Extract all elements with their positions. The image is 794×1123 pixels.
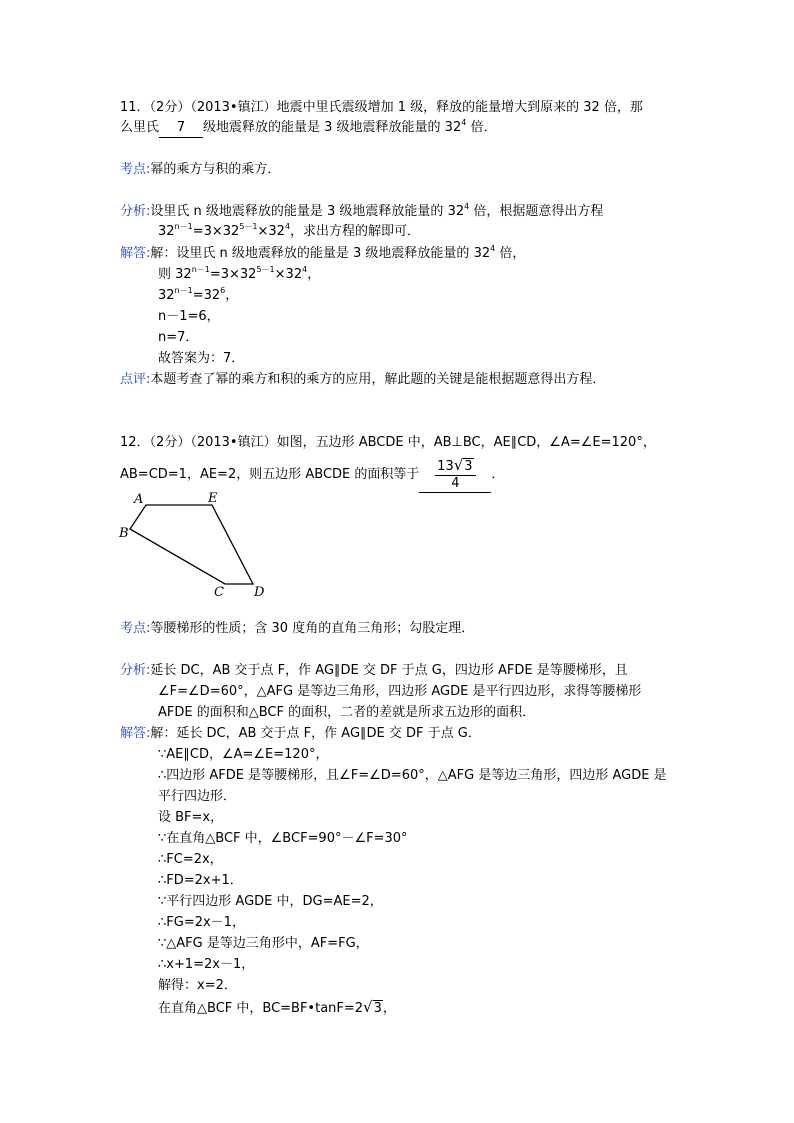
formula: ×32 <box>257 224 285 239</box>
exponent: n－1 <box>174 286 193 295</box>
exponent: 5－1 <box>256 265 275 274</box>
q12-stem-end: ． <box>491 467 505 482</box>
pentagon-figure <box>112 490 272 602</box>
formula: ，求出方程的解即可． <box>290 224 421 239</box>
vertex-label-D: D <box>254 585 265 600</box>
jieda-text: 倍， <box>495 246 526 261</box>
exponent: n－1 <box>191 265 210 274</box>
formula: 则 32 <box>158 267 192 282</box>
q12-fenxi-line3: AFDE 的面积和△BCF 的面积，二者的差就是所求五边形的面积． <box>158 705 536 720</box>
q12-fenxi-line2: ∠F=∠D=60°，△AFG 是等边三角形，四边形 AGDE 是平行四边形，求得等腰梯形 <box>158 684 642 699</box>
exponent: 4 <box>464 202 470 211</box>
fenxi-label: 分析: <box>120 663 151 678</box>
q11-answer-blank: 7 <box>159 119 203 138</box>
formula: ， <box>225 288 239 303</box>
q11-jieda-line6: 故答案为：7． <box>158 351 245 366</box>
vertex-label-B: B <box>119 526 129 541</box>
fenxi-label: 分析: <box>120 204 151 219</box>
dianping-label: 点评: <box>120 372 151 387</box>
q11-stem-line1: 11．（2分）（2013•镇江）地震中里氏震级增加 1 级，释放的能量增大到原来的 32 倍，那 <box>120 100 643 115</box>
exponent: 4 <box>302 265 308 274</box>
jieda-text: 解：设里氏 n 级地震释放的能量是 3 级地震释放能量的 32 <box>150 246 491 261</box>
q11-jieda-line5: n=7． <box>158 330 199 345</box>
vertex-label-C: C <box>214 585 224 600</box>
dianping-text: 本题考查了幂的乘方和积的乘方的应用，解此题的关键是能根据题意得出方程． <box>150 372 606 387</box>
q12-jieda-line10: ∴FG=2x－1， <box>158 915 245 930</box>
q12-stem-line2 <box>120 456 504 494</box>
radicand: 3 <box>373 1001 382 1016</box>
q12-jieda-line1 <box>120 725 481 743</box>
jieda-text: 在直角△BCF 中，BC=BF•tanF=2 <box>158 1001 364 1016</box>
q11-stem-line2 <box>120 119 496 138</box>
sqrt: √3 <box>363 998 382 1016</box>
q12-fenxi-line1 <box>120 662 628 680</box>
q11-kaodian <box>120 161 280 179</box>
kaodian-label: 考点: <box>120 162 151 177</box>
jieda-text: 解：延长 DC，AB 交于点 F，作 AG∥DE 交 DF 于点 G． <box>150 726 481 741</box>
q11-stem-text2: 级地震释放的能量是 3 级地震释放能量的 32 <box>203 120 462 135</box>
q12-kaodian <box>120 620 474 638</box>
formula: =3×32 <box>209 267 257 282</box>
fenxi-text: 延长 DC，AB 交于点 F，作 AG∥DE 交 DF 于点 G，四边形 AFDE 是等腰梯形，且 <box>150 663 628 678</box>
pentagon-ABCDE <box>130 505 253 584</box>
exponent: 4 <box>490 244 496 253</box>
jieda-label: 解答: <box>120 246 151 261</box>
formula: ×32 <box>274 267 303 282</box>
q12-jieda-line9: ∵平行四边形 AGDE 中，DG=AE=2， <box>158 894 383 909</box>
formula: =3×32 <box>192 224 240 239</box>
q11-dianping <box>120 371 605 389</box>
q11-fenxi-line1 <box>120 203 603 221</box>
q12-jieda-line7: ∴FC=2x， <box>158 852 223 867</box>
q11-jieda-line3 <box>158 287 238 305</box>
kaodian-text: 等腰梯形的性质；含 30 度角的直角三角形；勾股定理． <box>150 621 475 636</box>
sqrt: √3 <box>453 456 473 474</box>
q11-exponent: 4 <box>461 118 467 127</box>
jieda-text: ， <box>382 1001 396 1016</box>
fraction-numerator <box>435 457 475 476</box>
q12-jieda-line8: ∴FD=2x+1． <box>158 873 243 888</box>
q12-jieda-line4: 平行四边形． <box>158 789 237 804</box>
radicand: 3 <box>464 459 473 474</box>
kaodian-label: 考点: <box>120 621 151 636</box>
formula: ， <box>307 267 321 282</box>
exponent: 6 <box>220 286 226 295</box>
q12-jieda-line6: ∵在直角△BCF 中，∠BCF=90°－∠F=30° <box>158 831 408 846</box>
vertex-label-A: A <box>134 492 144 507</box>
exponent: n－1 <box>174 222 193 231</box>
q12-jieda-line2: ∵AE∥CD，∠A=∠E=120°， <box>158 747 329 762</box>
fenxi-text: 倍，根据题意得出方程 <box>469 204 604 219</box>
answer-fraction <box>435 457 475 492</box>
q11-fenxi-line2 <box>158 223 420 241</box>
q12-jieda-line11: ∵△AFG 是等边三角形中，AF=FG， <box>158 936 369 951</box>
q11-jieda-line1 <box>120 245 525 263</box>
numerator-coef: 13 <box>437 459 454 474</box>
q12-answer-blank <box>419 457 491 493</box>
q12-jieda-line14 <box>158 998 396 1018</box>
exponent: 5－1 <box>239 222 258 231</box>
fraction-denominator: 4 <box>451 476 460 491</box>
exponent: 4 <box>284 222 291 231</box>
q11-stem-end: 倍． <box>466 120 497 135</box>
vertex-label-E: E <box>208 491 218 506</box>
q12-stem-line1: 12．（2分）（2013•镇江）如图，五边形 ABCDE 中，AB⊥BC，AE∥CD，∠A=∠E=120°， <box>120 435 656 450</box>
formula: =32 <box>192 288 221 303</box>
kaodian-text: 幂的乘方与积的乘方． <box>150 162 281 177</box>
jieda-label: 解答: <box>120 726 151 741</box>
q12-jieda-line5: 设 BF=x， <box>158 810 224 825</box>
fenxi-text: 设里氏 n 级地震释放的能量是 3 级地震释放能量的 32 <box>150 204 465 219</box>
q12-jieda-line13: 解得：x=2． <box>158 978 237 993</box>
q12-stem-text: AB=CD=1，AE=2，则五边形 ABCDE 的面积等于 <box>120 467 420 482</box>
q12-jieda-line12: ∴x+1=2x－1， <box>158 957 255 972</box>
q12-jieda-line3: ∴四边形 AFDE 是等腰梯形，且∠F=∠D=60°，△AFG 是等边三角形，四边形 AGDE 是 <box>158 768 667 783</box>
q11-stem-text: 么里氏 <box>120 120 160 135</box>
formula: 32 <box>158 224 175 239</box>
q11-jieda-line2 <box>158 266 320 284</box>
formula: 32 <box>158 288 175 303</box>
q11-jieda-line4: n－1=6， <box>158 309 220 324</box>
